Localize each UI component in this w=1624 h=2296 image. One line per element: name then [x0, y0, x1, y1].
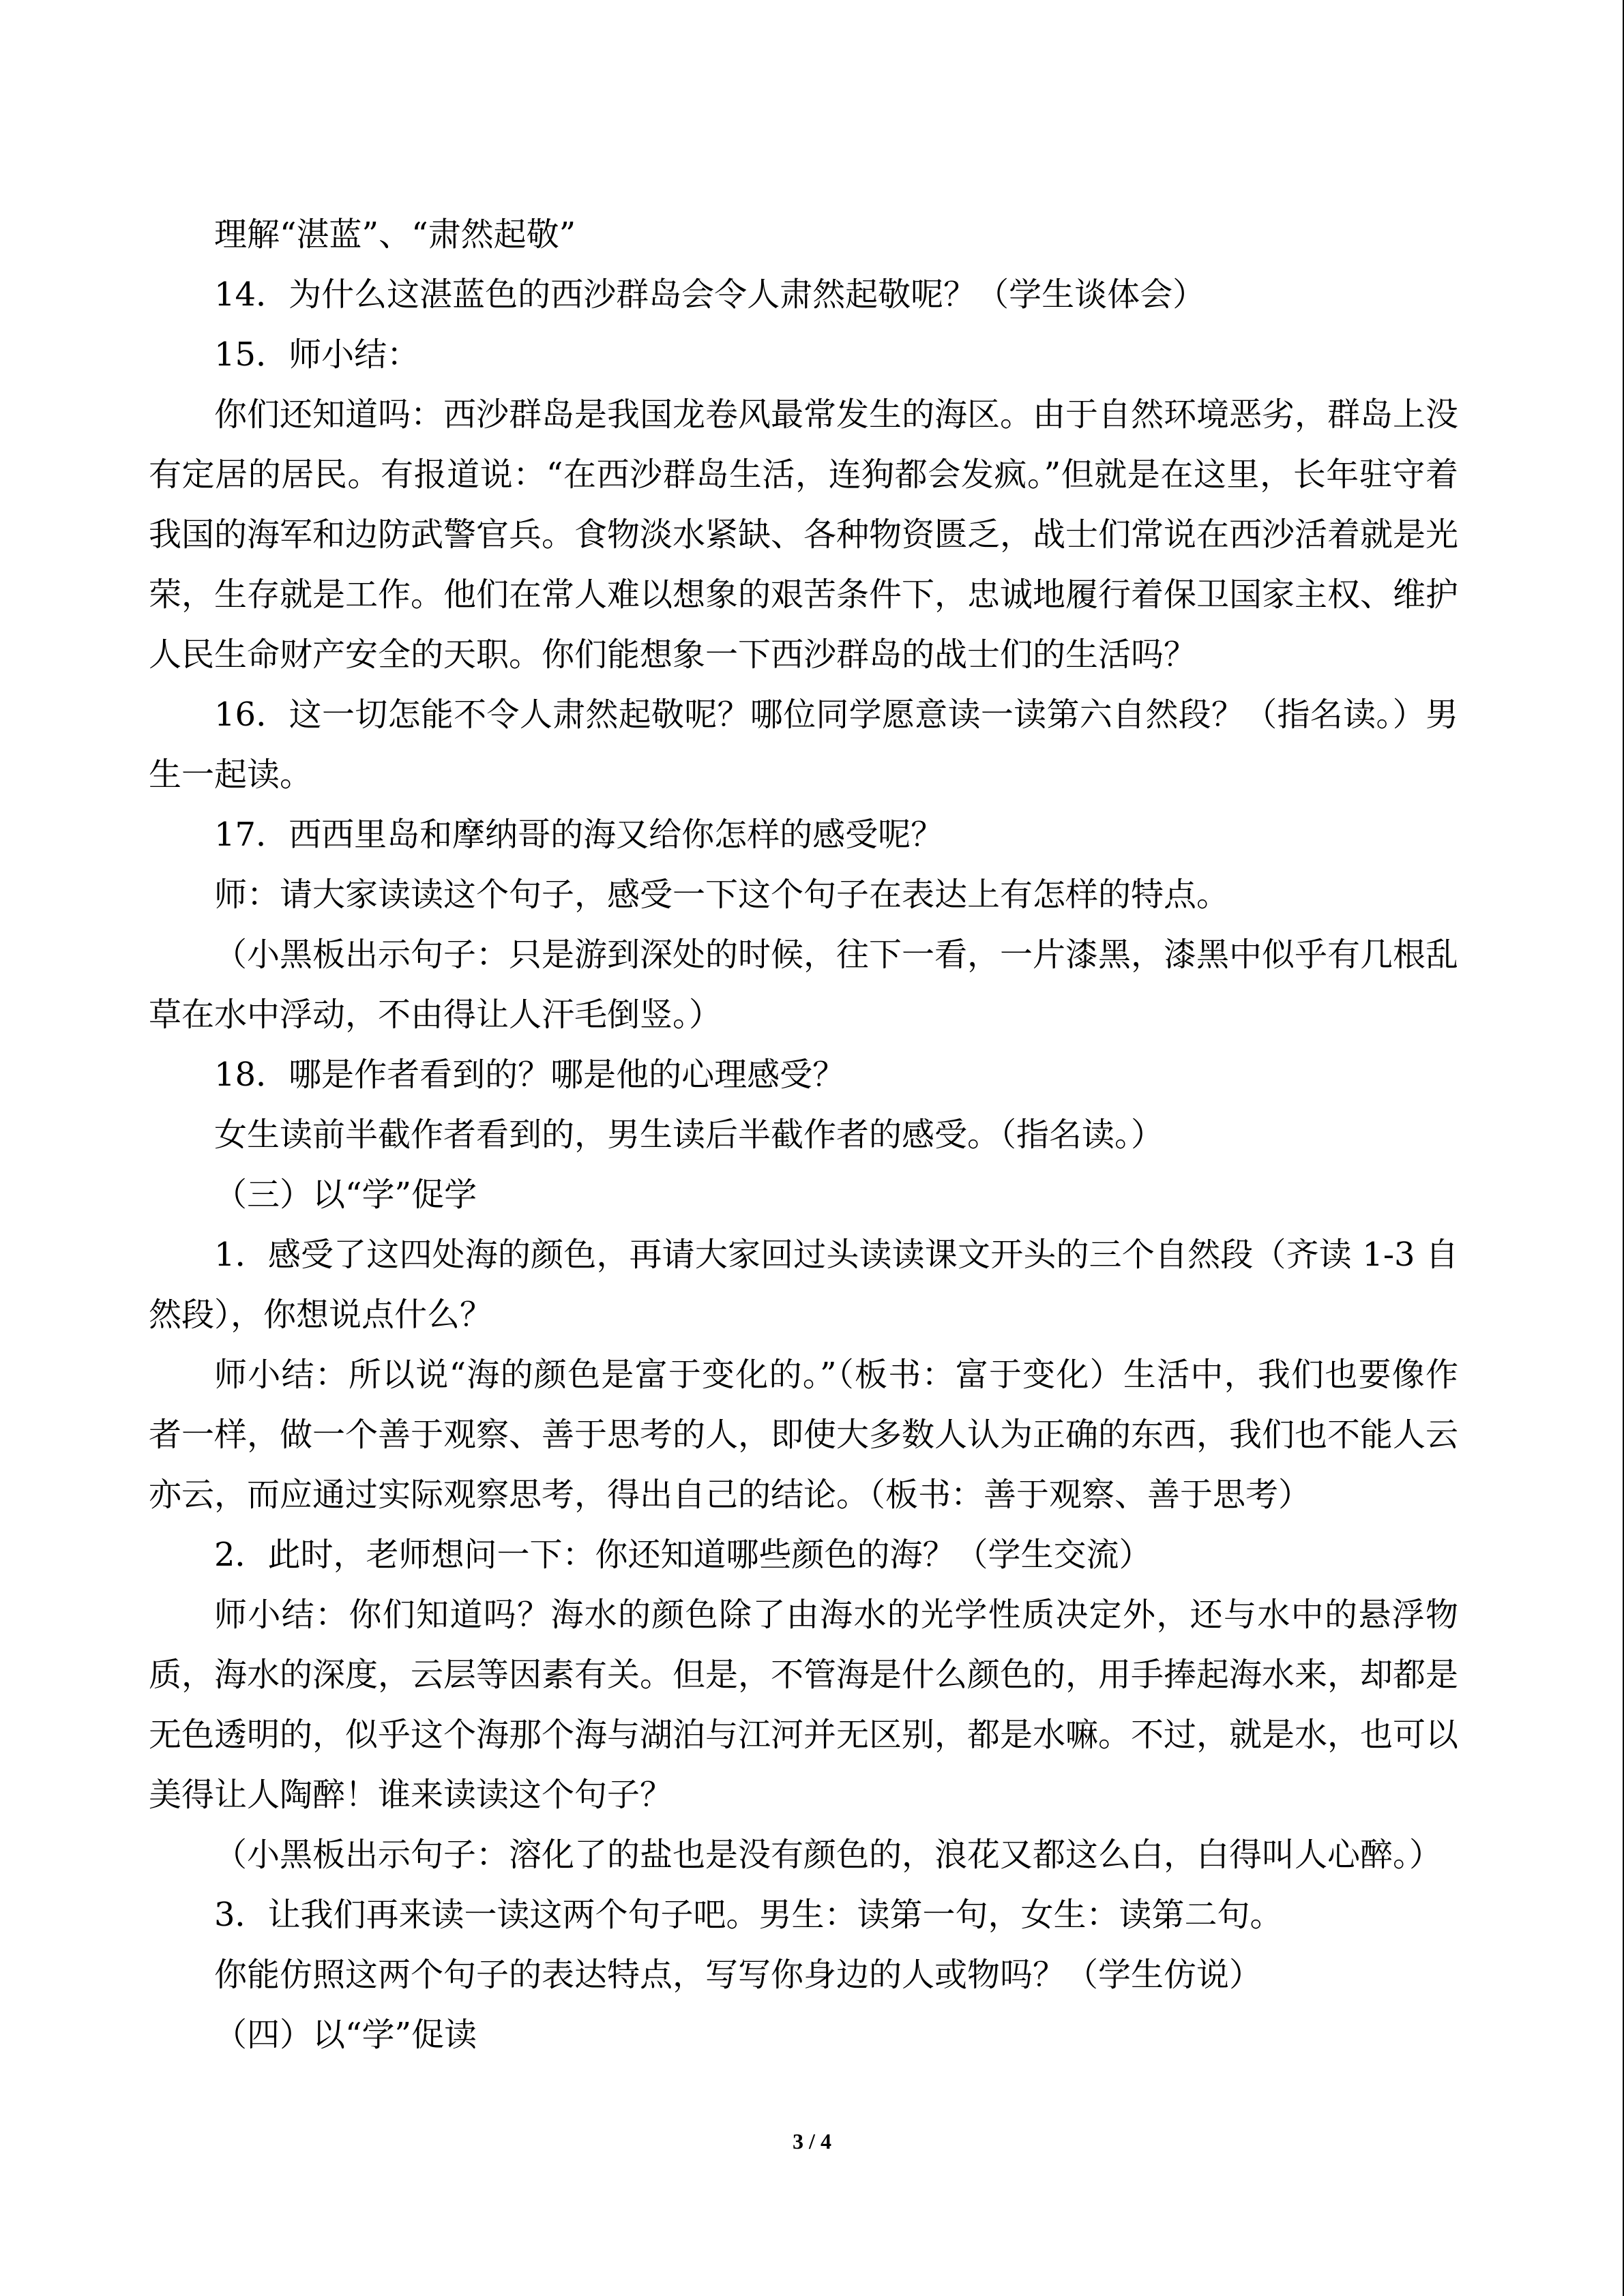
paragraph-question-14: 14．为什么这湛蓝色的西沙群岛会令人肃然起敬呢？（学生谈体会） [214, 275, 1206, 314]
paragraph-item-3: 3．让我们再来读一读这两个句子吧。男生：读第一句，女生：读第二句。 [214, 1896, 1283, 1934]
paragraph-teacher-prompt: 师：请大家读读这个句子，感受一下这个句子在表达上有怎样的特点。 [214, 876, 1230, 914]
paragraph-blackboard-sentence-1: （小黑板出示句子：只是游到深处的时候，往下一看，一片漆黑，漆黑中似乎有几根乱草在水中浮动，不由得让人汗毛倒竖。） [149, 936, 1459, 1034]
paragraph-item-1: 1．感受了这四处海的颜色，再请大家回过头读读课文开头的三个自然段（齐读 1-3 自然段），你想说点什么？ [149, 1236, 1458, 1334]
section-heading-3: （三）以“学”促学 [214, 1176, 477, 1214]
paragraph-blackboard-sentence-2: （小黑板出示句子：溶化了的盐也是没有颜色的，浪花又都这么白，白得叫人心醉。） [214, 1836, 1443, 1874]
paragraph-item-2: 2．此时，老师想问一下：你还知道哪些颜色的海？（学生交流） [214, 1536, 1152, 1574]
paragraph-reading-instruction: 女生读前半截作者看到的，男生读后半截作者的感受。（指名读。） [214, 1116, 1164, 1154]
paragraph-imitation-task: 你能仿照这两个句子的表达特点，写写你身边的人或物吗？（学生仿说） [214, 1956, 1263, 1994]
paragraph-teacher-summary-2: 师小结：你们知道吗？海水的颜色除了由海水的光学性质决定外，还与水中的悬浮物质，海水的深度，云层等因素有关。但是，不管海是什么颜色的，用手捧起海水来，却都是无色透明的，似乎这个海那个海与湖泊与江河并无区别，都是水嘛。不过，就是水，也可以美得让人陶醉！谁来读读这个句子？ [149, 1596, 1459, 1814]
section-heading-4: （四）以“学”促读 [214, 2016, 477, 2054]
paragraph-item-15: 15．师小结： [214, 336, 420, 374]
page-number: 3 / 4 [793, 2129, 831, 2153]
paragraph-question-18: 18．哪是作者看到的？哪是他的心理感受？ [214, 1056, 846, 1094]
paragraph-teacher-summary-1: 师小结：所以说“海的颜色是富于变化的。”（板书：富于变化）生活中，我们也要像作者一样，做一个善于观察、善于思考的人，即使大多数人认为正确的东西，我们也不能人云亦云，而应通过实际观察思考，得出自己的结论。（板书：善于观察、善于思考） [149, 1356, 1459, 1514]
paragraph-xisha-background: 你们还知道吗：西沙群岛是我国龙卷风最常发生的海区。由于自然环境恶劣，群岛上没有定居的居民。有报道说：“在西沙群岛生活，连狗都会发疯。”但就是在这里，长年驻守着我国的海军和边防武警官兵。食物淡水紧缺、各种物资匮乏，战士们常说在西沙活着就是光荣，生存就是工作。他们在常人难以想象的艰苦条件下，忠诚地履行着保卫国家主权、维护人民生命财产安全的天职。你们能想象一下西沙群岛的战士们的生活吗？ [149, 396, 1459, 674]
paragraph-understand-words: 理解“湛蓝”、“肃然起敬” [214, 215, 576, 254]
paragraph-question-16: 16．这一切怎能不令人肃然起敬呢？哪位同学愿意读一读第六自然段？（指名读。）男生一起读。 [149, 696, 1458, 794]
paragraph-question-17: 17．西西里岛和摩纳哥的海又给你怎样的感受呢？ [214, 816, 944, 854]
